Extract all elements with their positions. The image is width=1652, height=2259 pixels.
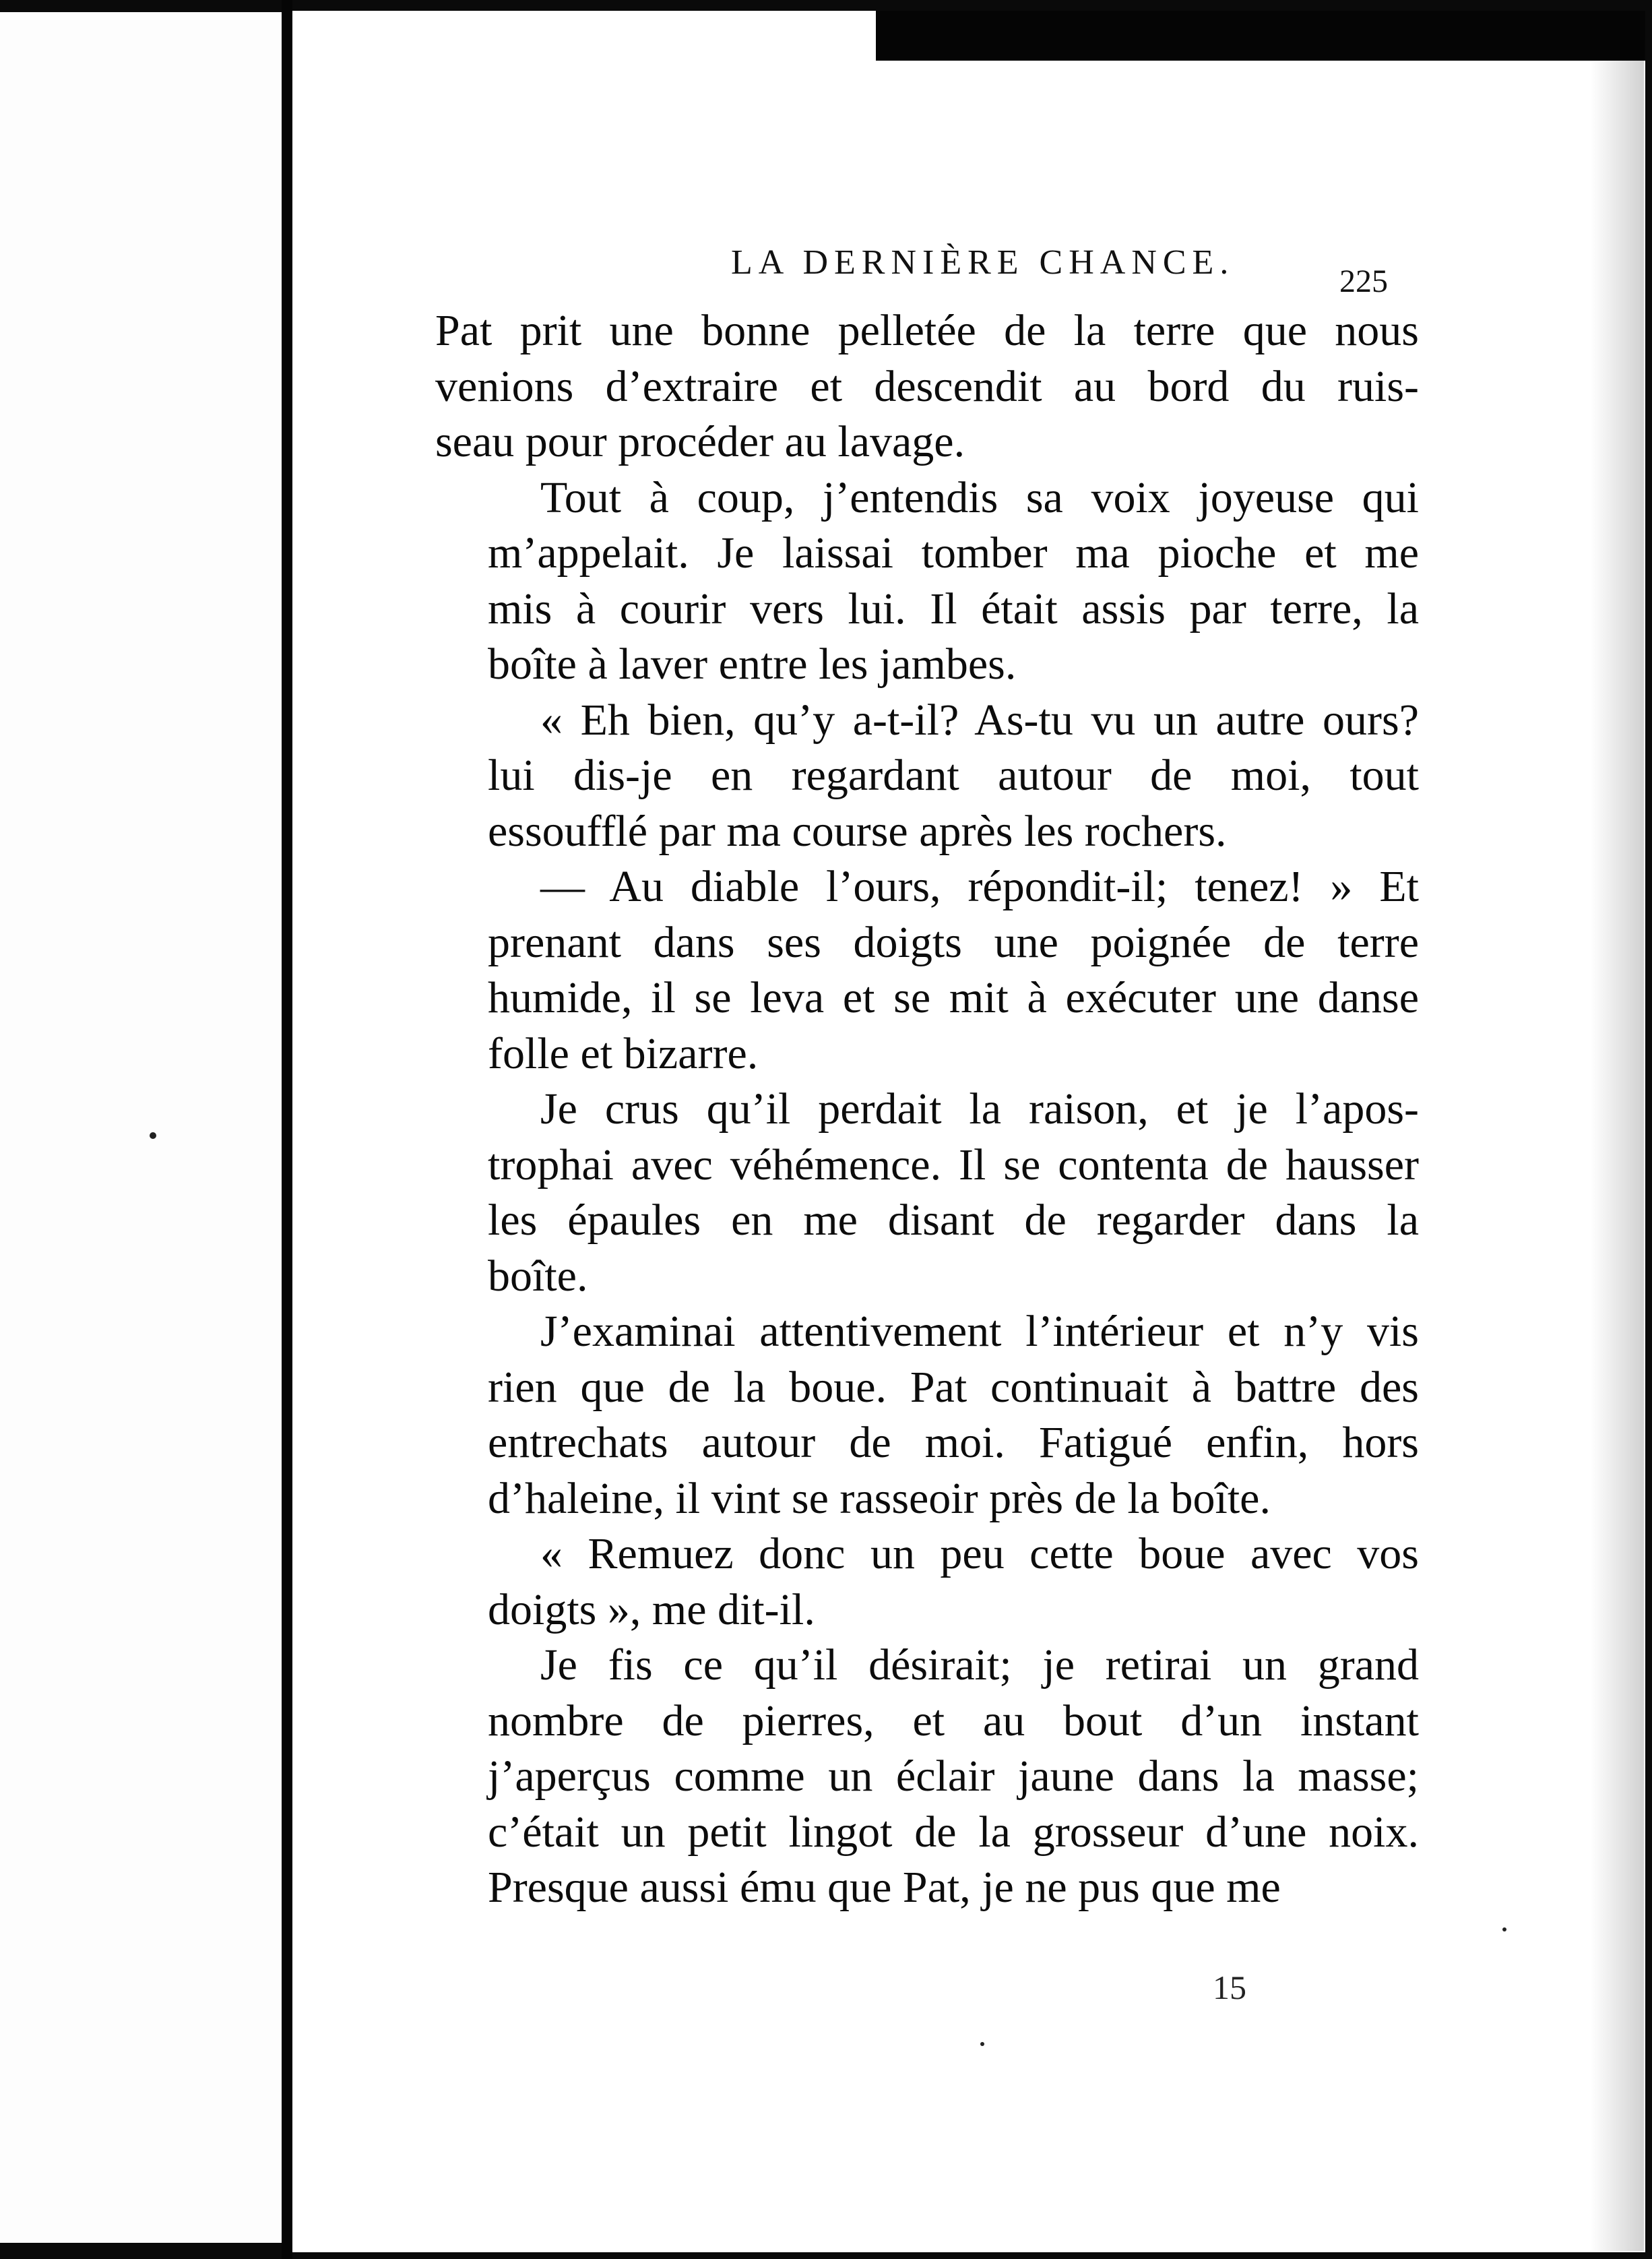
text-line: Je fis ce qu’il désirait; je retirai un grand xyxy=(540,1640,1419,1690)
paragraph xyxy=(435,859,1419,1082)
facing-page-left xyxy=(0,12,282,2243)
text-line: nombre de pierres, et au bout d’un instant xyxy=(488,1696,1419,1745)
signature-mark: 15 xyxy=(1213,1969,1246,2006)
book-gutter xyxy=(282,0,292,2259)
text-line: lui dis-je en regardant autour de moi, tout xyxy=(488,751,1419,800)
paragraph xyxy=(435,1304,1419,1526)
text-line: mis à courir vers lui. Il était assis par terre, la xyxy=(488,584,1419,633)
text-line: — Au diable l’ours, répondit-il; tenez! » Et xyxy=(540,862,1419,911)
text-line: m’appelait. Je laissai tomber ma pioche et me xyxy=(488,528,1419,578)
text-line: prenant dans ses doigts une poignée de terre xyxy=(488,917,1419,967)
text-line: Tout à coup, j’entendis sa voix joyeuse qui xyxy=(540,472,1419,522)
text-line: Presque aussi ému que Pat, je ne pus que me xyxy=(488,1863,1281,1912)
text-line: j’aperçus comme un éclair jaune dans la masse; xyxy=(488,1752,1419,1801)
text-line: trophai avec véhémence. Il se contenta de hausser xyxy=(488,1140,1419,1189)
paragraph xyxy=(435,1082,1419,1304)
scan-speck xyxy=(150,1132,156,1139)
text-line: venions d’extraire et descendit au bord du ruis- xyxy=(435,361,1419,411)
text-line: « Remuez donc un peu cette boue avec vos xyxy=(540,1529,1419,1578)
text-line: Pat prit une bonne pelletée de la terre que nous xyxy=(435,306,1419,355)
text-line: doigts », me dit-il. xyxy=(488,1584,815,1634)
text-line: humide, il se leva et se mit à exécuter une danse xyxy=(488,973,1419,1022)
text-line: Je crus qu’il perdait la raison, et je l’apos- xyxy=(540,1084,1419,1134)
running-head: LA DERNIÈRE CHANCE. xyxy=(731,243,1235,282)
page-number: 225 xyxy=(1339,264,1388,299)
top-dark-edge xyxy=(876,11,1645,61)
text-line: boîte. xyxy=(488,1251,588,1301)
paragraph xyxy=(435,1638,1419,1916)
paragraph xyxy=(435,470,1419,693)
text-line: entrechats autour de moi. Fatigué enfin, hors xyxy=(488,1418,1419,1467)
page-edge-shadow xyxy=(1590,40,1644,2251)
scan-speck xyxy=(980,2042,984,2046)
text-line: rien que de la boue. Pat continuait à battre des xyxy=(488,1362,1419,1412)
text-line: c’était un petit lingot de la grosseur d’une noix. xyxy=(488,1807,1419,1857)
scan-speck xyxy=(1502,1927,1506,1931)
paragraph xyxy=(435,1526,1419,1638)
text-line: seau pour procéder au lavage. xyxy=(435,417,965,466)
text-line: folle et bizarre. xyxy=(488,1028,759,1078)
text-line: les épaules en me disant de regarder dans la xyxy=(488,1196,1419,1245)
text-line: J’examinai attentivement l’intérieur et n’y vis xyxy=(540,1307,1419,1356)
text-line: d’haleine, il vint se rasseoir près de la boîte. xyxy=(488,1473,1271,1523)
text-line: essoufflé par ma course après les rochers. xyxy=(488,806,1227,856)
paragraph xyxy=(435,693,1419,860)
text-line: « Eh bien, qu’y a-t-il? As-tu vu un autre ours? xyxy=(540,695,1419,745)
text-line: boîte à laver entre les jambes. xyxy=(488,640,1017,689)
paragraph xyxy=(435,303,1419,470)
body-text xyxy=(435,303,1419,1916)
